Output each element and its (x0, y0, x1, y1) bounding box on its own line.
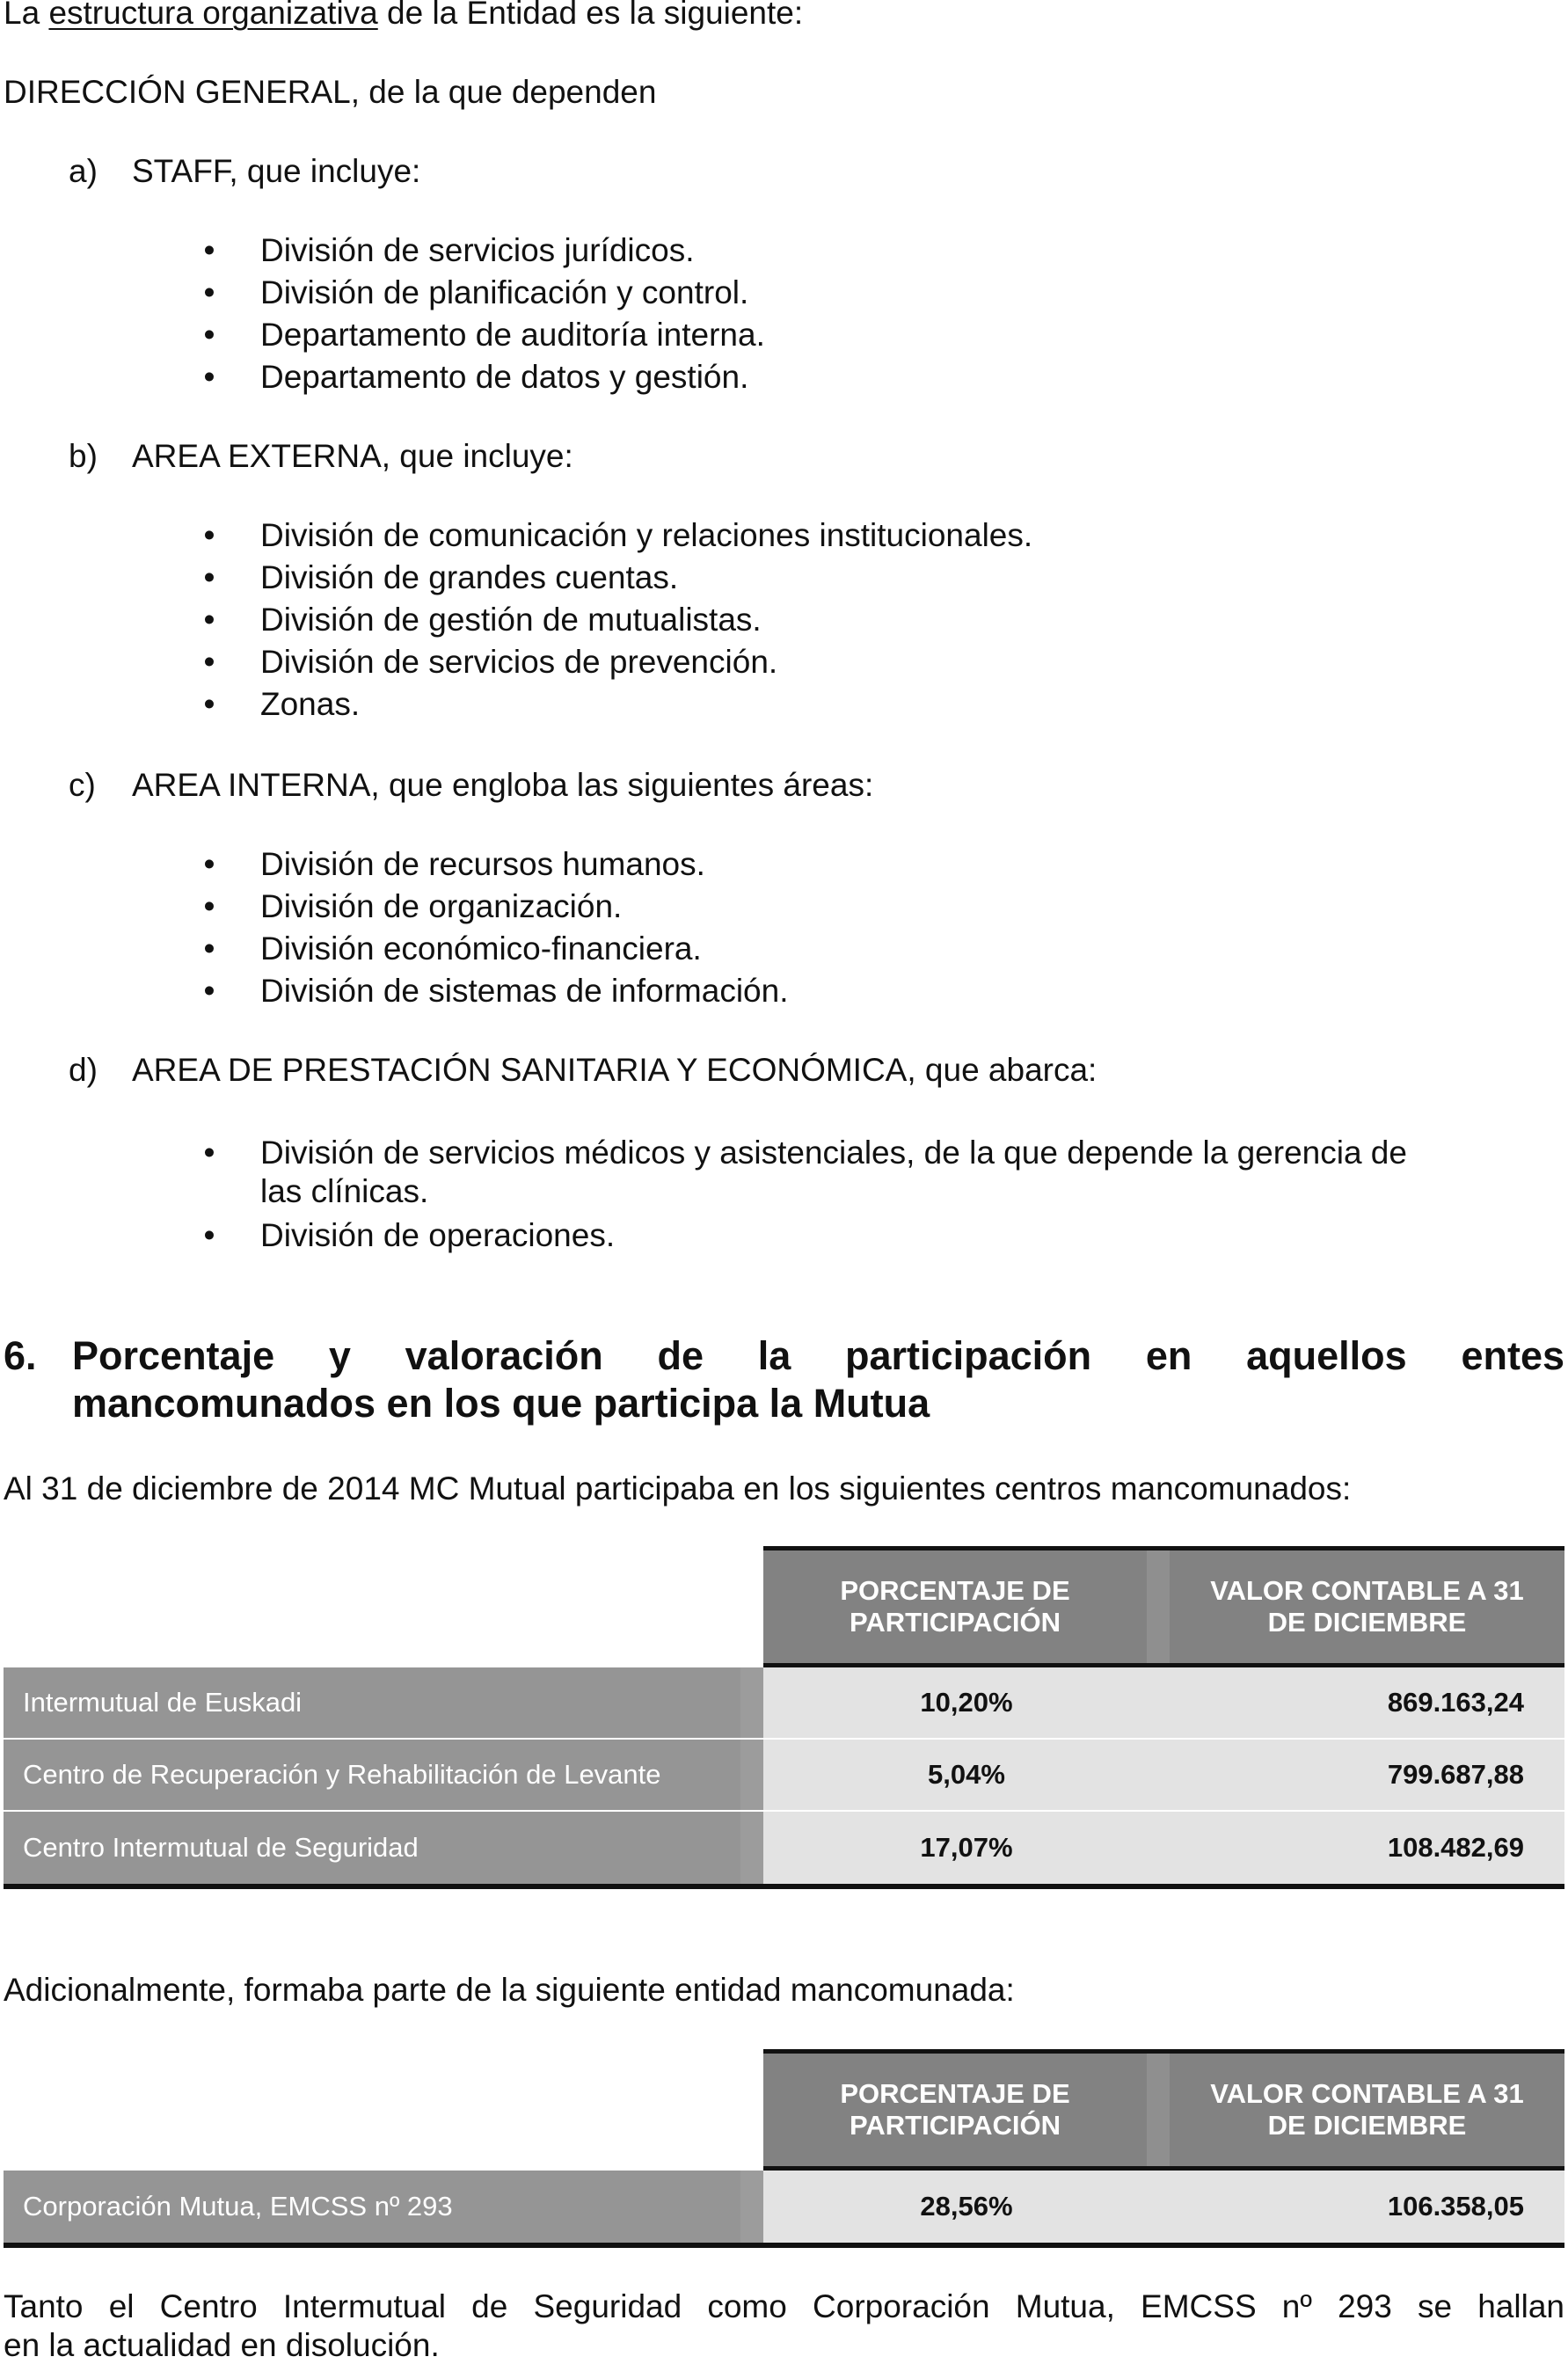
bullet-icon: • (203, 1217, 215, 1253)
bullet-icon: • (203, 686, 215, 722)
table-cell-value: 799.687,88 (1170, 1740, 1564, 1810)
table-cell-pct: 5,04% (763, 1740, 1170, 1810)
direccion-general-line: DIRECCIÓN GENERAL, de la que dependen (4, 74, 657, 110)
bullet-icon: • (203, 1135, 215, 1171)
header-valor: VALOR CONTABLE A 31 DE DICIEMBRE (1170, 1550, 1564, 1663)
section-letter: c) (69, 767, 96, 803)
bullet-icon: • (203, 846, 215, 882)
heading-line-2: mancomunados en los que participa la Mutua (72, 1381, 930, 1426)
header-valor: VALOR CONTABLE A 31 DE DICIEMBRE (1170, 2054, 1564, 2166)
heading-number: 6. (4, 1333, 37, 1378)
row-separator (740, 2171, 763, 2243)
header-porcentaje: PORCENTAJE DE PARTICIPACIÓN (763, 1550, 1147, 1663)
section-6-heading (4, 1333, 1564, 1430)
row-separator (740, 1812, 763, 1884)
intro-paragraph (4, 0, 803, 32)
heading-line-1: Porcentaje y valoración de la participación en aquellos entes (72, 1333, 1564, 1378)
header-separator (1147, 1550, 1170, 1663)
bullet-icon: • (203, 644, 215, 680)
section-title: STAFF, que incluye: (132, 153, 421, 189)
table-cell-value: 108.482,69 (1170, 1812, 1564, 1884)
row-separator (740, 1740, 763, 1810)
bullet-icon: • (203, 930, 215, 967)
section-letter: b) (69, 438, 98, 474)
intro-prefix: La (4, 0, 49, 31)
table-row-name: Centro de Recuperación y Rehabilitación de Levante (4, 1740, 740, 1810)
bullet-icon: • (203, 274, 215, 310)
bullet-icon: • (203, 559, 215, 595)
paragraph-disolucion-line-2: en la actualidad en disolución. (4, 2327, 440, 2363)
section-letter: d) (69, 1052, 98, 1088)
bullet-icon: • (203, 232, 215, 268)
table-cell-pct: 28,56% (763, 2171, 1170, 2243)
header-porcentaje: PORCENTAJE DE PARTICIPACIÓN (763, 2054, 1147, 2166)
table-bottom-rule (4, 1884, 1564, 1889)
section-title: AREA DE PRESTACIÓN SANITARIA Y ECONÓMICA, que abarca: (132, 1052, 1098, 1088)
table-row-name: Intermutual de Euskadi (4, 1667, 740, 1738)
intro-suffix: de la Entidad es la siguiente: (377, 0, 804, 31)
bullet-icon: • (203, 888, 215, 924)
bullet-icon: • (203, 602, 215, 638)
row-separator (740, 1667, 763, 1738)
header-separator (1147, 2054, 1170, 2166)
table-bottom-rule (4, 2243, 1564, 2248)
section-letter: a) (69, 153, 98, 189)
bullet-icon: • (203, 973, 215, 1009)
table-centros-mancomunados (4, 1546, 1564, 1891)
table-cell-pct: 10,20% (763, 1667, 1170, 1738)
bullet-icon: • (203, 359, 215, 395)
table-row-name: Centro Intermutual de Seguridad (4, 1812, 740, 1884)
paragraph-adicionalmente: Adicionalmente, formaba parte de la siguiente entidad mancomunada: (4, 1972, 1015, 2008)
table-cell-value: 106.358,05 (1170, 2171, 1564, 2243)
table-cell-pct: 17,07% (763, 1812, 1170, 1884)
paragraph-disolucion-line-1: Tanto el Centro Intermutual de Seguridad como Corporación Mutua, EMCSS nº 293 se hallan (4, 2288, 1564, 2324)
table-cell-value: 869.163,24 (1170, 1667, 1564, 1738)
section-title: AREA EXTERNA, que incluye: (132, 438, 573, 474)
intro-underlined-term: estructura organizativa (48, 0, 378, 31)
bullet-icon: • (203, 317, 215, 353)
table-entidad-mancomunada (4, 2049, 1564, 2250)
bullet-icon: • (203, 517, 215, 553)
paragraph-centros: Al 31 de diciembre de 2014 MC Mutual participaba en los siguientes centros mancomunados: (4, 1470, 1352, 1507)
section-title: AREA INTERNA, que engloba las siguientes áreas: (132, 767, 874, 803)
table-row-name: Corporación Mutua, EMCSS nº 293 (4, 2171, 740, 2243)
